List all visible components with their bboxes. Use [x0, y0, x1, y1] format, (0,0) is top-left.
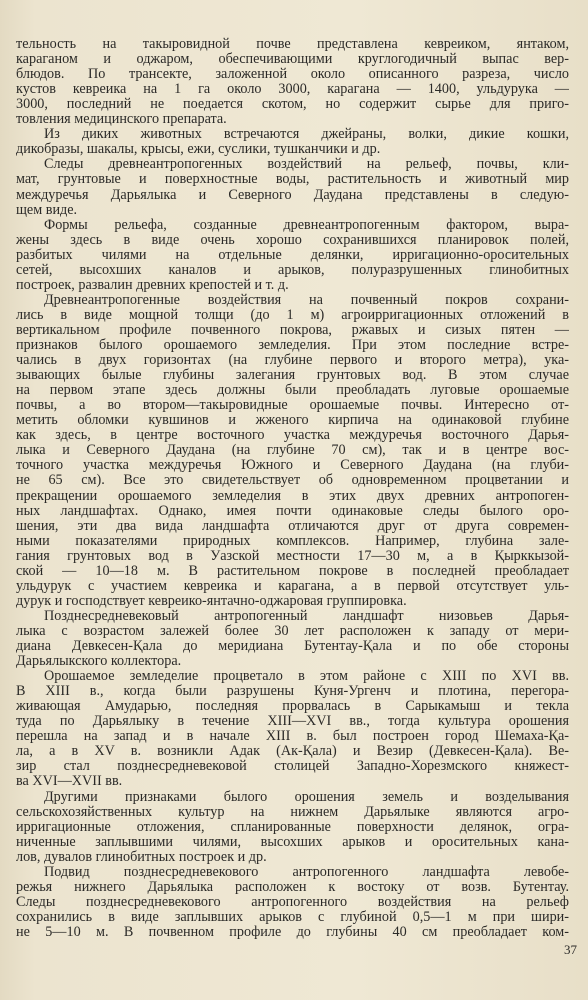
- text-line: кустов кевреика на 1 га около 3000, карагана — 1400, ульдурука —: [16, 81, 569, 98]
- text-line: вертикальном профиле почвенного покрова, ржавых и сизых пятен —: [16, 321, 569, 338]
- text-line: не 5—10 м. В почвенном профиле до глубины 40 см преобладает ком-: [16, 923, 569, 940]
- page-number: 37: [564, 942, 577, 957]
- text-line: живающая Амударью, последняя прорвалась в Сарыкамыш и текла: [16, 698, 569, 715]
- text-line: лов, дувалов глинобитных построек и др.: [16, 848, 267, 865]
- text-line: дикобразы, шакалы, крысы, ежи, суслики, тушканчики и др.: [16, 141, 381, 158]
- text-line: на первом этапе здесь должны были преобладать луговые орошаемые: [16, 382, 569, 399]
- text-line: режья нижнего Дарьялыка расположен к востоку от возв. Бутентау.: [16, 878, 569, 895]
- text-line: Из диких животных встречаются джейраны, волки, дикие кошки,: [44, 126, 569, 143]
- text-line: чались в двух горизонтах (на глубине первого и второго метра), ука-: [16, 352, 569, 369]
- text-line: Другими признаками былого орошения земель и возделывания: [44, 788, 569, 805]
- text-line: сельскохозяйственных культур на нижнем Дарьялыке являются агро-: [16, 803, 569, 820]
- text-line: признаков былого орошаемого земледелия. При этом последние встре-: [16, 337, 569, 353]
- text-line: Следы древнеантропогенных воздействий на рельеф, почвы, кли-: [44, 156, 569, 173]
- text-line: метить обломки кувшинов и жженого кирпича на одинаковой глубине: [16, 412, 569, 429]
- text-line: лись в виде мощной толщи (до 1 м) агроирригационных отложений в: [16, 306, 569, 323]
- text-line: Следы позднесредневекового антропогенного воздействия на рельеф: [16, 893, 569, 910]
- text-line: Позднесредневековый антропогенный ландшафт низовьев Дарья-: [44, 607, 569, 624]
- text-line: перешла на запад и в начале XIII в. был построен город Шемаха-Қа-: [16, 728, 569, 745]
- text-line: сохранились в виде заплывших арыков с глубиной 0,5—1 м при шири-: [16, 908, 569, 925]
- text-line: ской — 10—18 м. В растительном покрове в последней преобладает: [16, 562, 569, 579]
- text-line: прекращении орошаемого земледелия в этих двух древних антропоген-: [16, 487, 569, 504]
- text-line: точного участка междуречья Южного и Северного Даудана (на глуби-: [16, 457, 569, 474]
- text-line: сетей, высохших каналов и арыков, полуразрушенных глинобитных: [16, 261, 569, 278]
- text-line: мат, грунтовые и поверхностные воды, растительность и животный мир: [16, 171, 569, 188]
- text-line: ными показателями природных комплексов. Например, глубина зале-: [16, 532, 569, 549]
- text-line: шения, эти два вида ландшафта отличаются друг от друга современ-: [16, 517, 569, 534]
- text-line: ниченные заплывшими чилями, высохших арыков и оросительных кана-: [16, 833, 569, 850]
- text-line: Древнеантропогенные воздействия на почвенный покров сохрани-: [44, 291, 569, 308]
- text-line: разбитых чилями на отдельные делянки, ирригационно-оросительных: [16, 246, 569, 263]
- text-line: зир стал позднесредневековой столицей Западно-Хорезмского княжест-: [16, 758, 569, 775]
- text-line: лыка с возрастом залежей более 30 лет расположен к западу от мери-: [16, 622, 569, 639]
- text-line: как здесь, в центре восточного участка междуречья восточного Дарья-: [16, 427, 569, 444]
- text-line: гания грунтовых вод в Уазской местности 17—30 м, а в Қырккызой-: [16, 547, 569, 564]
- text-line: блюдов. По трансекте, заложенной около описанного разреза, число: [16, 66, 569, 83]
- text-line: ва XVI—XVII вв.: [16, 773, 123, 790]
- text-line: зывающих былые глубины залегания грунтовых вод. В этом случае: [16, 367, 569, 384]
- text-line: построек, развалин древних крепостей и т. д.: [16, 276, 289, 293]
- text-line: почвы, а во втором—такыровидные орошаемые почвы. Интересно от-: [16, 397, 569, 414]
- text-line: ных ландшафтах. Однако, имея почти одинаковые следы былого оро-: [16, 502, 569, 519]
- text-line: Орошаемое земледелие процветало в этом районе с XIII по XVI вв.: [44, 668, 569, 685]
- text-line: караганом и оджаром, обеспечивающими круглогодичный выпас вер-: [16, 51, 569, 68]
- text-line: не 65 см). Все это свидетельствует об одновременном процветании и: [16, 472, 569, 489]
- text-line: туда по Дарьялыку в течение XIII—XVI вв., тогда культура орошения: [16, 713, 569, 730]
- text-line: Формы рельефа, созданные древнеантропогенным фактором, выра-: [44, 216, 569, 233]
- text-line: В XIII в., когда были разрушены Куня-Ургенч и плотина, перегора-: [16, 683, 569, 700]
- text-line: щем виде.: [16, 201, 78, 218]
- text-line: тельность на такыровидной почве представлена кевреиком, янтаком,: [16, 36, 569, 52]
- text-line: 3000, последний не поедается скотом, но содержит сырье для приго-: [16, 96, 569, 113]
- text-line: ирригационные отложения, спланированные поверхности делянок, огра-: [16, 818, 569, 835]
- text-line: диана Девкесен-Қала до меридиана Бутентау-Қала и по обе стороны: [16, 638, 569, 654]
- text-line: жены здесь в виде очень хорошо сохранившихся планировок полей,: [16, 231, 569, 248]
- text-line: Подвид позднесредневекового антропогенного ландшафта левобе-: [44, 863, 569, 880]
- text-line: Дарьялыкского коллектора.: [16, 653, 182, 670]
- text-line: дурук и господствует кевреико-янтачно-оджаровая группировка.: [16, 592, 407, 609]
- text-line: междуречья Дарьялыка и Северного Даудана представлены в следую-: [16, 186, 569, 203]
- text-line: товления медицинского препарата.: [16, 111, 227, 128]
- text-line: лыка и Северного Даудана (на глубине 70 см), так и в центре вос-: [16, 442, 569, 459]
- text-line: ла, а в XV в. возникли Адак (Ак-Қала) и Везир (Девкесен-Қала). Ве-: [16, 743, 569, 760]
- text-line: ульдурук с участием кевреика и карагана, а в первой отсутствует уль-: [16, 577, 569, 594]
